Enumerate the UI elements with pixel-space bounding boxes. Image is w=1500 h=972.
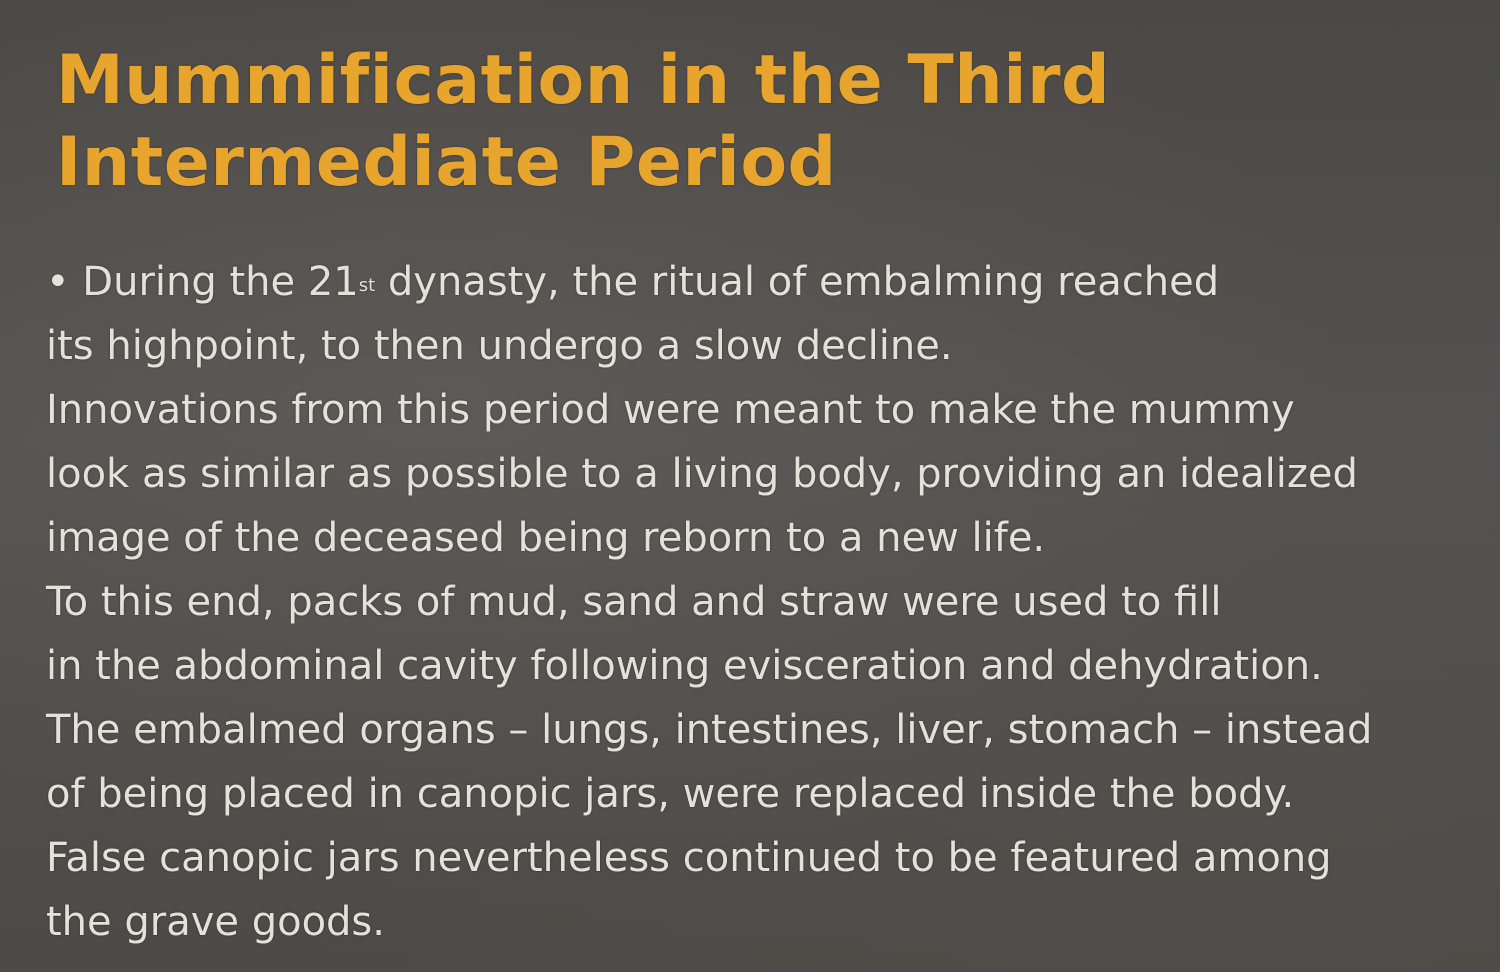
title-line-1: Mummification in the Third: [56, 41, 1111, 120]
body-line: of being placed in canopic jars, were replaced inside the body.: [46, 771, 1295, 817]
body-line-1: [46, 250, 1466, 314]
body-line: Innovations from this period were meant to make the mummy: [46, 387, 1295, 433]
body-line: the grave goods.: [46, 899, 385, 945]
body-line: image of the deceased being reborn to a new life.: [46, 515, 1046, 561]
body-line: its highpoint, to then undergo a slow decline.: [46, 323, 953, 369]
body-line-1-start: • During the 21: [46, 259, 359, 305]
body-line: To this end, packs of mud, sand and straw were used to fill: [46, 579, 1222, 625]
body-line: The embalmed organs – lungs, intestines, liver, stomach – instead: [46, 707, 1373, 753]
body-line: look as similar as possible to a living body, providing an idealized: [46, 451, 1358, 497]
title-line-2: Intermediate Period: [56, 123, 837, 202]
panel-body-text: [46, 250, 1466, 954]
panel-title: [56, 40, 1110, 204]
body-line-1-end: dynasty, the ritual of embalming reached: [375, 259, 1220, 305]
body-line: in the abdominal cavity following evisceration and dehydration.: [46, 643, 1323, 689]
body-line: False canopic jars nevertheless continued to be featured among: [46, 835, 1332, 881]
ordinal-suffix: st: [358, 275, 376, 296]
